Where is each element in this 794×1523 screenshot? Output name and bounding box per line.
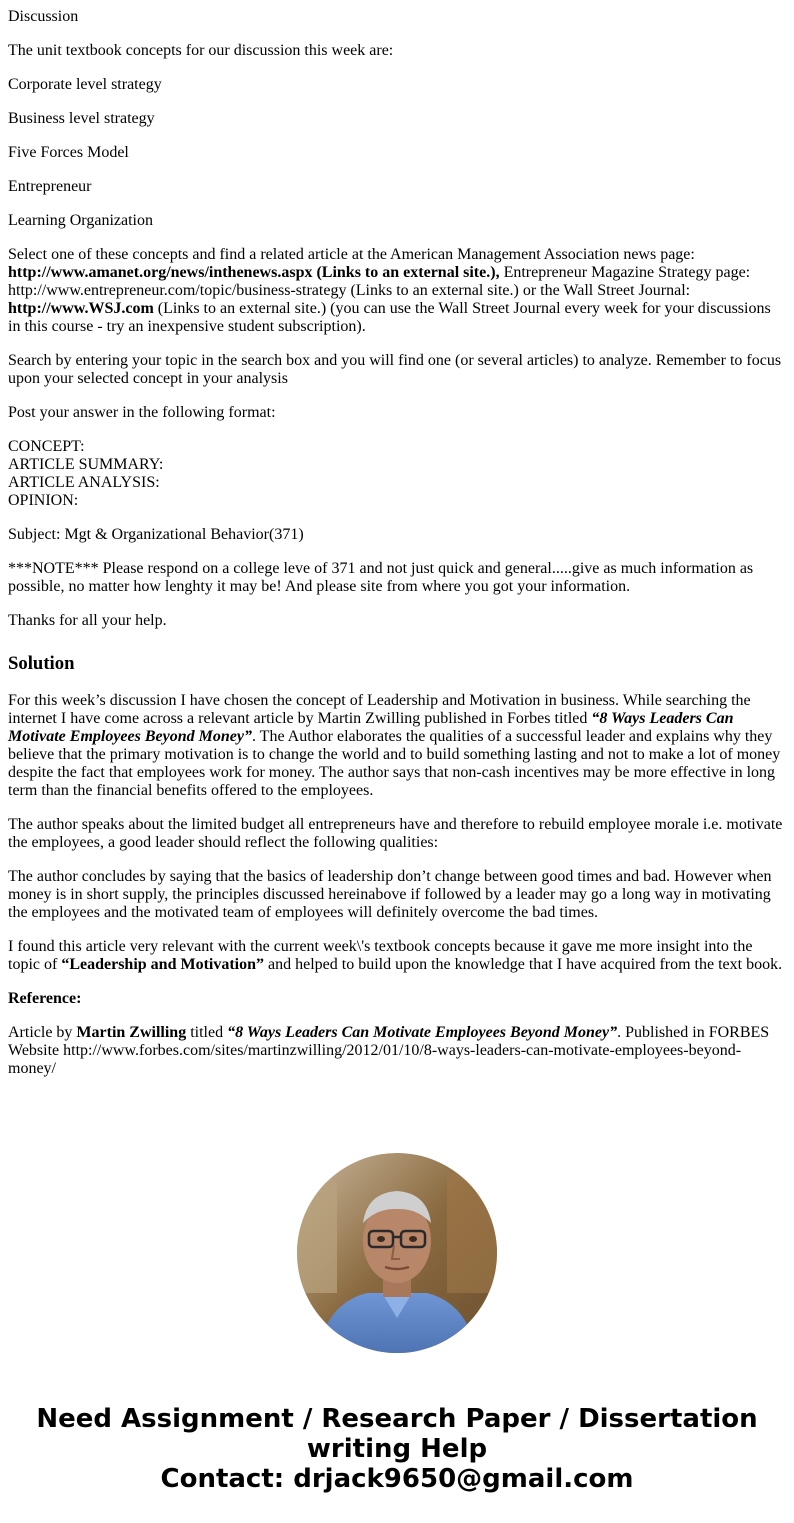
format-line: CONCEPT:	[8, 438, 85, 455]
format-line: ARTICLE SUMMARY:	[8, 456, 164, 473]
select-instructions	[8, 246, 786, 336]
search-instructions: Search by entering your topic in the search box and you will find one (or several articles) to analyze. Remember to focus upon your selected concept in your analysis	[8, 352, 782, 387]
select-text: Select one of these concepts and find a related article at the American Management Association news page:	[8, 246, 695, 263]
select-text: Entrepreneur Magazine Strategy page: http://www.entrepreneur.com/topic/business-strategy (Links to an external site.) or the Wall Street Journal:	[8, 264, 751, 299]
ama-link[interactable]: http://www.amanet.org/news/inthenews.aspx (Links to an external site.),	[8, 264, 500, 281]
reference-text: Article by	[8, 1024, 77, 1041]
contact-email: Contact: drjack9650@gmail.com	[160, 1464, 634, 1494]
concept-item: Business level strategy	[8, 110, 155, 127]
concept-item: Learning Organization	[8, 212, 153, 229]
solution-paragraph: The author speaks about the limited budget all entrepreneurs have and therefore to rebuild employee morale i.e. motivate the employees, a good leader should reflect the following qualities:	[8, 816, 783, 851]
format-line: ARTICLE ANALYSIS:	[8, 474, 160, 491]
reference-author: Martin Zwilling	[76, 1024, 187, 1041]
subject-line: Subject: Mgt & Organizational Behavior(371)	[8, 526, 304, 543]
format-line: OPINION:	[8, 492, 79, 509]
solution-paragraph: The author concludes by saying that the basics of leadership don’t change between good times and bad. However when money is in short supply, the principles discussed hereinabove if followed by a leader may go a long way in motivating the employees and the motivated team of employees will definitely overcome the bad times.	[8, 868, 772, 921]
reference-label: Reference:	[8, 990, 82, 1007]
concept-item: Corporate level strategy	[8, 76, 162, 93]
solution-text: . The Author elaborates the qualities of a successful leader and explains why they believe that the primary motivation is to change the world and to build something lasting and not to make a lot of money despite the fact that employees work for money. The author says that non-cash incentives may be more effective in long term than the financial benefits offered to the employees.	[8, 728, 781, 799]
solution-text: For this week’s discussion I have chosen the concept of Leadership and Motivation in business. While searching the internet I have come across a relevant article by Martin Zwilling published in Forbes titled	[8, 692, 751, 727]
reference-title: “8 Ways Leaders Can Motivate Employees Beyond Money”	[227, 1024, 618, 1041]
reference-text: titled	[186, 1024, 228, 1041]
concept-item: Five Forces Model	[8, 144, 129, 161]
banner-line: Need Assignment / Research Paper / Dissertation	[36, 1404, 758, 1434]
reference-text: . Published in FORBES Website http://www.forbes.com/sites/martinzwilling/2012/01/10/8-ways-leaders-can-motivate-employees-beyond-money/	[8, 1024, 770, 1077]
document-body	[8, 8, 786, 1094]
solution-paragraph	[8, 692, 786, 800]
avatar	[297, 1153, 497, 1353]
discussion-title: Discussion	[8, 8, 79, 25]
post-instructions: Post your answer in the following format:	[8, 404, 276, 421]
discussion-intro: The unit textbook concepts for our discussion this week are:	[8, 42, 394, 59]
wsj-link[interactable]: http://www.WSJ.com	[8, 300, 154, 317]
thanks-text: Thanks for all your help.	[8, 612, 167, 629]
article-title: “8 Ways Leaders Can Motivate Employees Beyond Money”	[8, 710, 734, 745]
solution-paragraph	[8, 938, 786, 974]
solution-text: I found this article very relevant with the current week\'s textbook concepts because it gave me more insight into the topic of	[8, 938, 753, 973]
solution-heading: Solution	[8, 653, 75, 674]
select-text: (Links to an external site.) (you can use the Wall Street Journal every week for your discussions in this course - try an inexpensive student subscription).	[8, 300, 771, 335]
concept-item: Entrepreneur	[8, 178, 92, 195]
banner-line: writing Help	[306, 1434, 488, 1464]
note-text: ***NOTE*** Please respond on a college leve of 371 and not just quick and general.....give as much information as possible, no matter how lenghty it may be! And please site from where you got your information.	[8, 560, 754, 595]
avatar-portrait	[297, 1153, 497, 1353]
contact-banner	[0, 1404, 794, 1494]
reference-entry	[8, 1024, 786, 1078]
solution-text: and helped to build upon the knowledge that I have acquired from the text book.	[264, 956, 783, 973]
topic-bold: “Leadership and Motivation”	[61, 956, 265, 973]
answer-format	[8, 438, 786, 510]
